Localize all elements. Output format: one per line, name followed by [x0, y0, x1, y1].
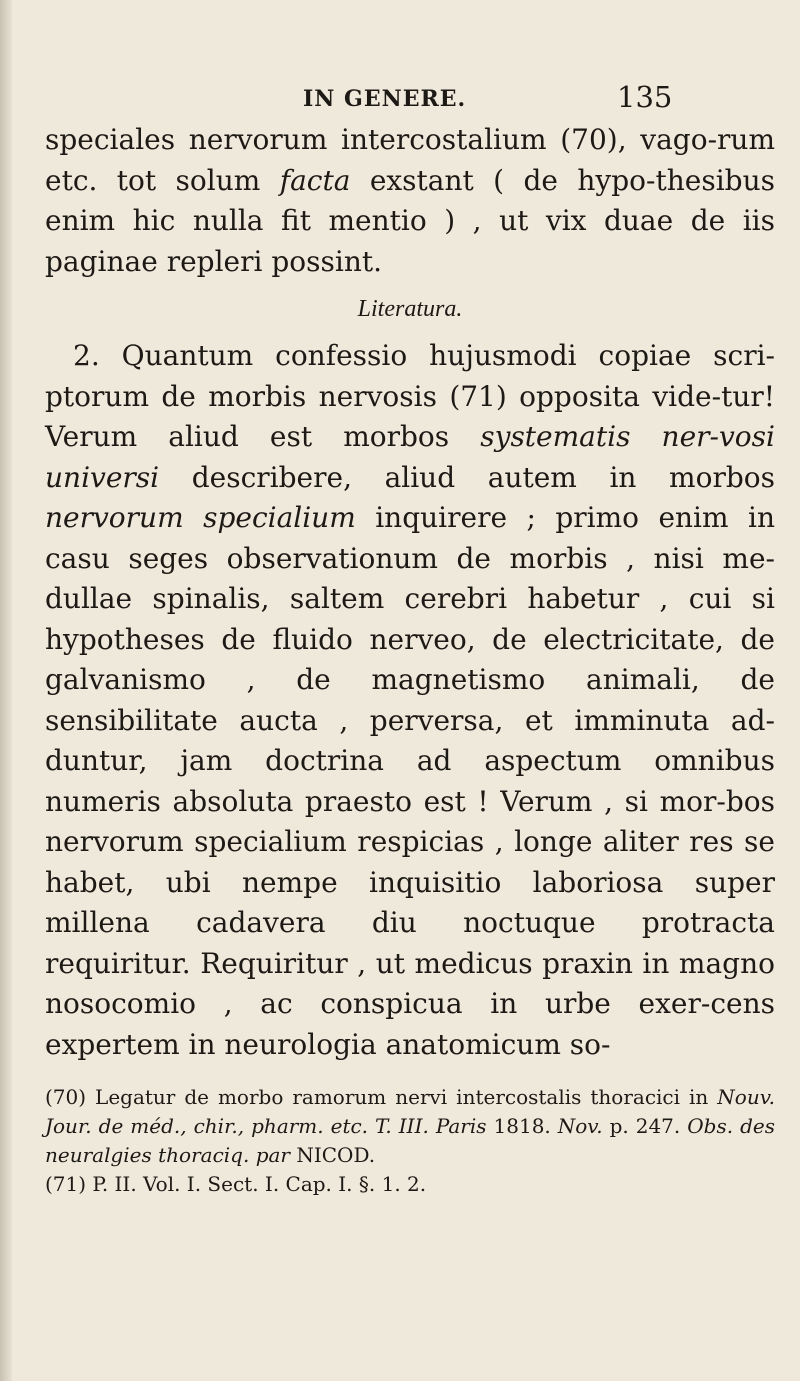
section-heading: Literatura.: [357, 296, 463, 322]
footnote-text: p. 247.: [602, 1114, 688, 1138]
footnote-author: NICOD.: [289, 1143, 376, 1167]
italic-term: systematis ner-vosi universi: [45, 420, 775, 494]
italic-term: facta: [279, 163, 351, 197]
article-title: Obs. des neuralgies thoraciq. par: [45, 1114, 775, 1167]
footnote-71: (71) P. II. Vol. I. Sect. I. Cap. I. §. 1. 2.: [45, 1172, 427, 1196]
running-title: IN GENERE.: [303, 86, 467, 112]
footnote-text: 1818.: [486, 1114, 558, 1138]
paragraph-continued: [45, 120, 775, 282]
text-run: describere, aliud autem in morbos: [159, 460, 775, 494]
text-run: inquirere ; primo enim in casu seges observationum de morbis , nisi me-dullae spinalis, saltem cerebri habetur , cui si hypotheses de fluido nerveo, de electricitate, de galvanismo , de magnetismo animali, de sensibilitate aucta , perversa, et imminuta ad-duntur, jam doctrina ad aspectum omnibus numeris absoluta praesto est ! Verum , si mor-bos nervorum specialium respicias , longe aliter res se habet, ubi nempe inquisitio laboriosa super millena cadavera diu noctuque protracta requiritur. Requiritur , ut medicus praxin in magno nosocomio , ac conspicua in urbe exer-cens expertem in neurologia anatomicum so-: [45, 501, 775, 1061]
italic-term: nervorum specialium: [45, 501, 356, 534]
journal-volume: Nov.: [557, 1114, 603, 1138]
text-run: 2. Quantum confessio hujusmodi copiae scri-ptorum de morbis nervosis (71) opposita vide-tur! Verum aliud est morbos: [45, 339, 775, 453]
text-run: speciales nervorum intercostalium (70), vago-rum etc. tot solum: [45, 123, 775, 197]
page-number: 135: [617, 80, 673, 114]
text-run: exstant ( de hypo-thesibus enim hic nulla fit mentio ) , ut vix duae de iis paginae repleri possint.: [45, 163, 775, 278]
footnote-70: [45, 1083, 775, 1170]
paragraph-2: [45, 336, 775, 1065]
journal-title: Nouv. Jour. de méd., chir., pharm. etc. T. III. Paris: [45, 1085, 775, 1138]
book-page: [45, 80, 775, 1199]
footnote-text: (70) Legatur de morbo ramorum nervi intercostalis thoracici in: [45, 1085, 718, 1109]
running-head: [45, 80, 775, 120]
binding-edge: [0, 0, 12, 1381]
footnotes: [45, 1083, 775, 1199]
